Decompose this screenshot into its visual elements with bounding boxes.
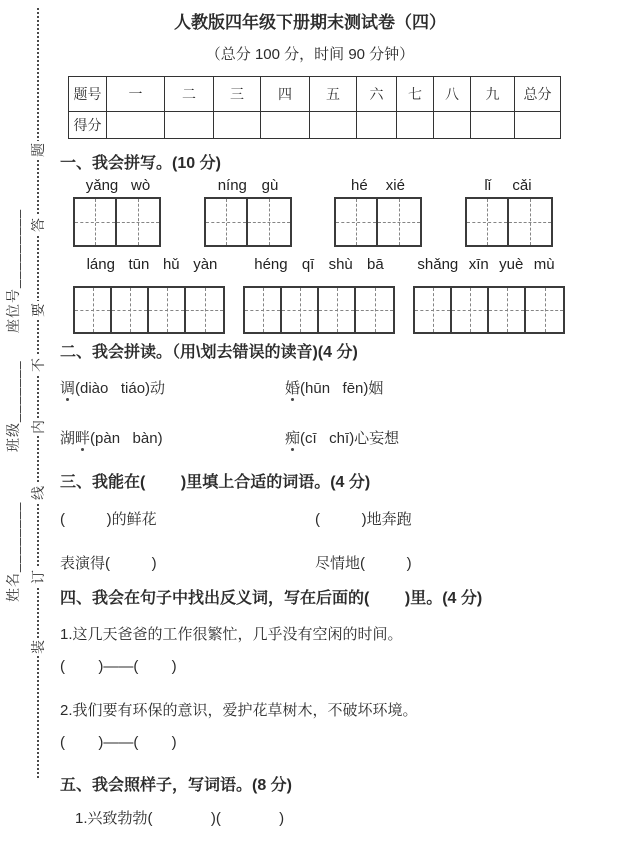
writing-grid-cell: [245, 288, 282, 332]
score-blank-cell: [310, 112, 357, 139]
pronunciation-item: [60, 427, 285, 448]
score-table-header-row: [69, 77, 561, 112]
score-table-header-cell: 一: [107, 77, 165, 112]
writing-grid-cell: [415, 288, 452, 332]
item-suffix: (diào tiáo)动: [75, 380, 166, 397]
pinyin-word: yǎng: [85, 177, 119, 194]
score-blank-cell: [107, 112, 165, 139]
binding-line-char: 装: [30, 640, 46, 654]
binding-line-char: 答: [30, 218, 46, 232]
score-table-header-cell: 七: [397, 77, 434, 112]
pinyin-word: shǎng: [417, 256, 459, 273]
score-table: [68, 76, 561, 139]
writing-grid-row-2: [73, 286, 565, 334]
score-blank-cell: [471, 112, 515, 139]
score-blank-cell: [515, 112, 561, 139]
emphasized-char: 婚: [285, 377, 300, 398]
pinyin-word: yuè: [499, 256, 524, 273]
class-label: 班级_______: [5, 360, 21, 452]
writing-grid-cell: [526, 288, 563, 332]
writing-grid-group: [204, 197, 292, 247]
pinyin-word: shù: [328, 256, 353, 273]
writing-grid-group: [243, 286, 395, 334]
writing-grid-cell: [248, 199, 290, 245]
section2-row-1: [60, 377, 530, 398]
writing-grid-cell: [336, 199, 378, 245]
item-prefix: 湖: [60, 430, 76, 447]
section4-answer-blank-2: ( )——( ): [60, 734, 177, 751]
section4-sentence-2: 2.我们要有环保的意识，爱护花草树木，不破坏环境。: [60, 702, 418, 719]
binding-line: [37, 8, 39, 778]
writing-grid-cell: [452, 288, 489, 332]
section2-heading: 二、我会拼读。（用\划去错误的读音)(4 分): [60, 344, 358, 361]
fill-in-item: 尽情地( ): [315, 555, 412, 572]
pinyin-word: lǐ: [484, 177, 492, 194]
score-table-header-cell: 五: [310, 77, 357, 112]
pinyin-group: [463, 177, 553, 194]
section4-sentence-1: 1.这几天爸爸的工作很繁忙，几乎没有空闲的时间。: [60, 626, 403, 643]
pinyin-group: [407, 256, 565, 273]
pinyin-word: mù: [533, 256, 555, 273]
page-subtitle: （总分 100 分，时间 90 分钟）: [205, 46, 415, 63]
seat-number-label: 座位号_________: [5, 208, 21, 333]
pinyin-word: bā: [367, 256, 384, 273]
writing-grid-cell: [75, 199, 117, 245]
emphasized-char: 痴: [285, 427, 300, 448]
score-table-header-cell: 总分: [515, 77, 561, 112]
pinyin-row-1: [73, 177, 553, 194]
section1-heading: 一、我会拼写。(10 分): [60, 155, 221, 172]
section3-row-1: [60, 508, 530, 529]
binding-line-char: 订: [30, 570, 46, 584]
writing-grid-cell: [319, 288, 356, 332]
writing-grid-cell: [378, 199, 420, 245]
score-table-score-row: [69, 112, 561, 139]
pinyin-group: [240, 256, 398, 273]
section3-row-2: [60, 552, 530, 573]
section5-heading: 五、我会照样子，写词语。(8 分): [60, 777, 293, 794]
name-label: 姓名________: [5, 501, 21, 602]
writing-grid-row-1: [73, 197, 553, 247]
pinyin-group: [203, 177, 293, 194]
item-suffix: (hūn fēn)姻: [300, 380, 384, 397]
score-blank-cell: [434, 112, 471, 139]
section5-item-1: 1.兴致勃勃( )( ): [75, 810, 285, 827]
pronunciation-item: [285, 427, 530, 448]
pinyin-word: hé: [351, 177, 368, 194]
pinyin-word: cǎi: [512, 177, 532, 194]
writing-grid-cell: [206, 199, 248, 245]
score-table-header-cell: 六: [357, 77, 397, 112]
fill-in-item: ( )地奔跑: [315, 511, 412, 528]
section2-row-2: [60, 427, 530, 448]
pinyin-word: níng: [217, 177, 247, 194]
score-table-header-cell: 四: [261, 77, 310, 112]
section4-heading: 四、我会在句子中找出反义词，写在后面的( )里。(4 分): [60, 590, 483, 607]
score-table-header-cell: 三: [214, 77, 261, 112]
pinyin-word: xié: [385, 177, 405, 194]
binding-line-char: 题: [30, 143, 46, 157]
pinyin-word: gù: [261, 177, 279, 194]
score-table-header-cell: 八: [434, 77, 471, 112]
score-blank-cell: [214, 112, 261, 139]
fill-in-item: 表演得( ): [60, 555, 157, 572]
writing-grid-cell: [509, 199, 551, 245]
page-title: 人教版四年级下册期末测试卷（四）: [174, 13, 446, 32]
writing-grid-cell: [356, 288, 393, 332]
pinyin-word: qī: [301, 256, 315, 273]
emphasized-char: 畔: [75, 427, 90, 448]
pinyin-word: wò: [131, 177, 151, 194]
score-table-header-cell: 九: [471, 77, 515, 112]
pinyin-group: [333, 177, 423, 194]
pronunciation-item: [60, 377, 285, 398]
writing-grid-cell: [112, 288, 149, 332]
pinyin-group: [73, 256, 231, 273]
pinyin-word: héng: [254, 256, 288, 273]
writing-grid-cell: [186, 288, 223, 332]
pinyin-word: hǔ: [162, 256, 180, 273]
score-blank-cell: [165, 112, 214, 139]
binding-line-char: 内: [30, 420, 46, 434]
score-blank-cell: [261, 112, 310, 139]
writing-grid-cell: [282, 288, 319, 332]
writing-grid-cell: [75, 288, 112, 332]
writing-grid-group: [465, 197, 553, 247]
section4-answer-blank-1: ( )——( ): [60, 658, 177, 675]
score-table-header-cell: 题号: [69, 77, 107, 112]
pinyin-row-2: [73, 256, 565, 273]
item-suffix: (pàn bàn): [90, 430, 163, 447]
emphasized-char: 调: [60, 377, 75, 398]
section3-heading: 三、我能在( )里填上合适的词语。(4 分): [60, 474, 371, 491]
writing-grid-group: [73, 197, 161, 247]
item-suffix: (cī chī)心妄想: [300, 430, 400, 447]
writing-grid-cell: [149, 288, 186, 332]
writing-grid-group: [413, 286, 565, 334]
writing-grid-cell: [117, 199, 159, 245]
binding-line-char: 线: [30, 486, 46, 500]
score-blank-cell: [397, 112, 434, 139]
binding-line-char: 不: [30, 358, 46, 372]
pinyin-word: láng: [86, 256, 115, 273]
fill-in-item: ( )的鲜花: [60, 511, 157, 528]
pinyin-word: tūn: [128, 256, 150, 273]
writing-grid-cell: [467, 199, 509, 245]
pronunciation-item: [285, 377, 530, 398]
score-table-header-cell: 二: [165, 77, 214, 112]
writing-grid-group: [334, 197, 422, 247]
pinyin-word: xīn: [468, 256, 489, 273]
pinyin-group: [73, 177, 163, 194]
binding-line-char: 要: [30, 303, 46, 317]
writing-grid-group: [73, 286, 225, 334]
pinyin-word: yàn: [193, 256, 218, 273]
writing-grid-cell: [489, 288, 526, 332]
score-blank-cell: [357, 112, 397, 139]
score-label-cell: 得分: [69, 112, 107, 139]
